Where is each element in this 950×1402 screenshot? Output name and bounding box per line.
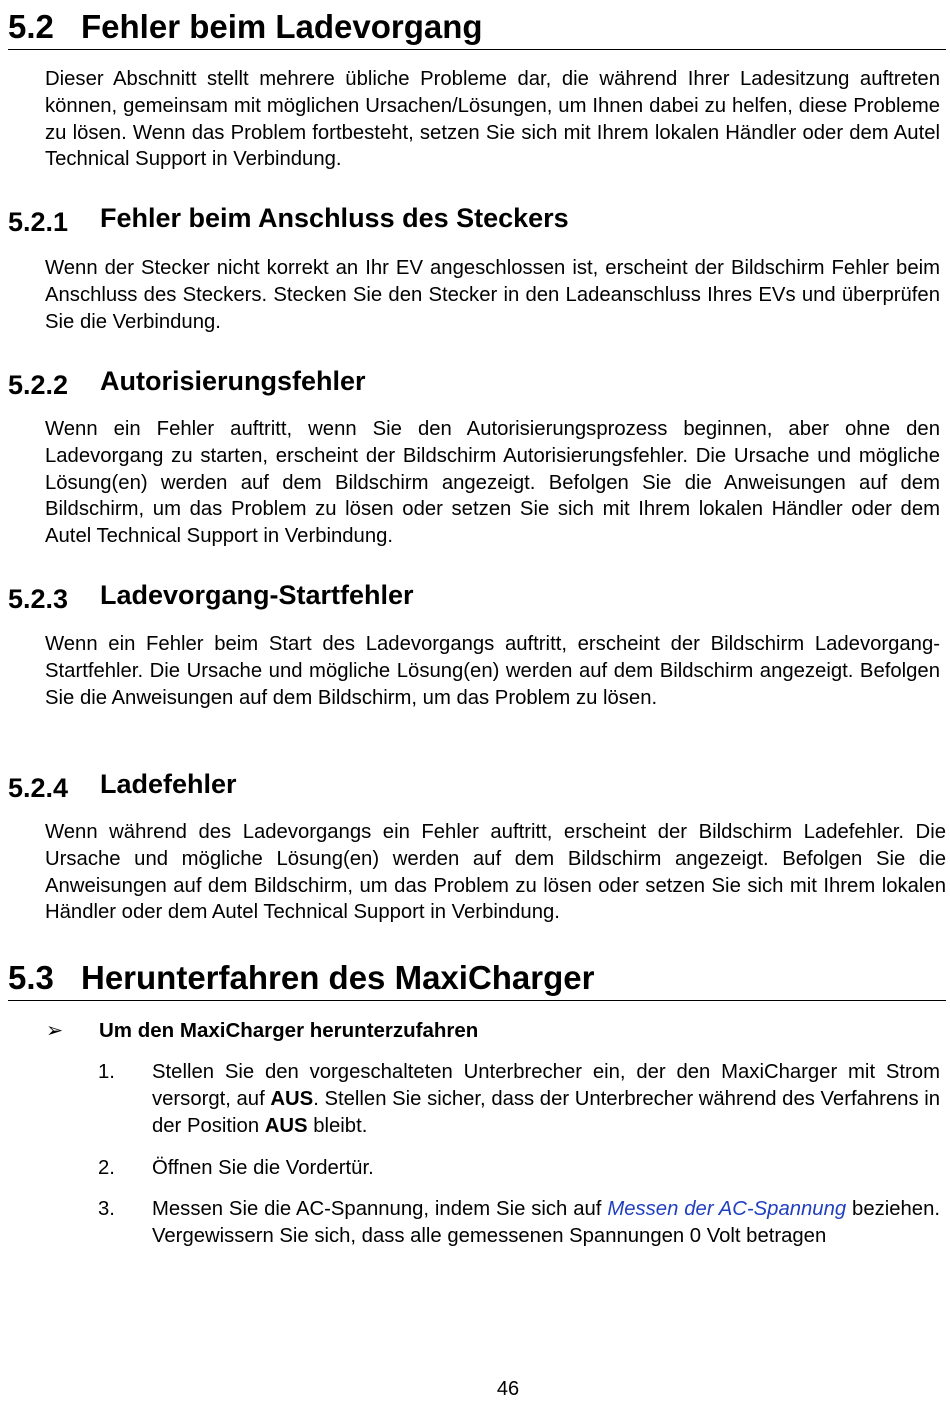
subsection-heading-5-2-2 <box>8 366 366 400</box>
paragraph-5-2-3: Wenn ein Fehler beim Start des Ladevorgangs auftritt, erscheint der Bildschirm Ladevorgang-Startfehler. Die Ursache und mögliche Lösung(en) werden auf dem Bildschirm angezeigt. Befolgen Sie die Anweisungen auf dem Bildschirm, um das Problem zu lösen. <box>45 633 940 709</box>
section-heading-5-2 <box>8 10 946 50</box>
step-text: Stellen Sie den vorgeschalteten Unterbrecher ein, der den MaxiCharger mit Strom versorgt, auf AUS. Stellen Sie sicher, dass der Unterbrecher während des Verfahrens in der Position AUS bleibt. <box>152 1061 941 1137</box>
subsection-heading-5-2-3 <box>8 580 414 614</box>
section-title: Fehler beim Ladevorgang <box>81 8 483 45</box>
subsection-number: 5.2.2 <box>8 370 69 400</box>
intro-paragraph: Dieser Abschnitt stellt mehrere übliche Probleme dar, die während Ihrer Ladesitzung auftreten können, gemeinsam mit möglichen Ursachen/Lösungen, um Ihnen dabei zu helfen, diese Probleme zu lösen. Wenn das Problem fortbesteht, setzen Sie sich mit Ihrem lokalen Händler oder dem Autel Technical Support in Verbindung. <box>45 68 940 171</box>
subsection-number: 5.2.4 <box>8 773 69 803</box>
subsection-heading-5-2-1 <box>8 203 569 237</box>
step-number: 3. <box>98 1198 115 1220</box>
section-heading-5-3 <box>8 961 946 1001</box>
subsection-title: Ladevorgang-Startfehler <box>100 580 414 610</box>
list-item <box>98 1059 940 1139</box>
step-text: Öffnen Sie die Vordertür. <box>152 1157 374 1179</box>
paragraph-5-2-2: Wenn ein Fehler auftritt, wenn Sie den Autorisierungsprozess beginnen, aber ohne den Ladevorgang zu starten, erscheint der Bildschirm Autorisierungsfehler. Die Ursache und mögliche Lösung(en) werden auf dem Bildschirm angezeigt. Befolgen Sie die Anweisungen auf dem Bildschirm, um das Problem zu lösen oder setzen Sie sich mit Ihrem lokalen Händler oder dem Autel Technical Support in Verbindung. <box>45 418 940 548</box>
paragraph-5-2-1: Wenn der Stecker nicht korrekt an Ihr EV angeschlossen ist, erscheint der Bildschirm Fehler beim Anschluss des Steckers. Stecken Sie den Stecker in den Ladeanschluss Ihres EVs und überprüfen Sie die Verbindung. <box>45 257 940 333</box>
subsection-title: Fehler beim Anschluss des Steckers <box>100 203 569 233</box>
cross-reference-link[interactable]: Messen der AC-Spannung <box>607 1198 847 1220</box>
step-text: Messen Sie die AC-Spannung, indem Sie sich auf Messen der AC-Spannung beziehen. Vergewissern Sie sich, dass alle gemessenen Spannungen 0 Volt betragen <box>152 1198 940 1247</box>
subsection-title: Ladefehler <box>100 769 237 799</box>
list-item <box>98 1155 940 1182</box>
subsection-number: 5.2.1 <box>8 207 69 237</box>
procedure-title: Um den MaxiCharger herunterzufahren <box>99 1019 479 1042</box>
subsection-number: 5.2.3 <box>8 584 69 614</box>
section-number: 5.3 <box>8 959 54 996</box>
paragraph-5-2-4: Wenn während des Ladevorgangs ein Fehler auftritt, erscheint der Bildschirm Ladefehler. Die Ursache und mögliche Lösung(en) werden auf dem Bildschirm angezeigt. Befolgen Sie die Anweisungen auf dem Bildschirm, um das Problem zu lösen oder setzen Sie sich mit Ihrem lokalen Händler oder dem Autel Technical Support in Verbindung. <box>45 821 946 924</box>
page-number: 46 <box>496 1378 520 1400</box>
section-number: 5.2 <box>8 8 54 45</box>
subsection-title: Autorisierungsfehler <box>100 366 366 396</box>
step-number: 1. <box>98 1061 115 1083</box>
arrow-bullet-icon: ➢ <box>46 1019 64 1042</box>
procedure-heading <box>46 1018 478 1043</box>
list-item <box>98 1196 940 1250</box>
subsection-heading-5-2-4 <box>8 769 237 803</box>
step-number: 2. <box>98 1157 115 1179</box>
section-title: Herunterfahren des MaxiCharger <box>81 959 595 996</box>
